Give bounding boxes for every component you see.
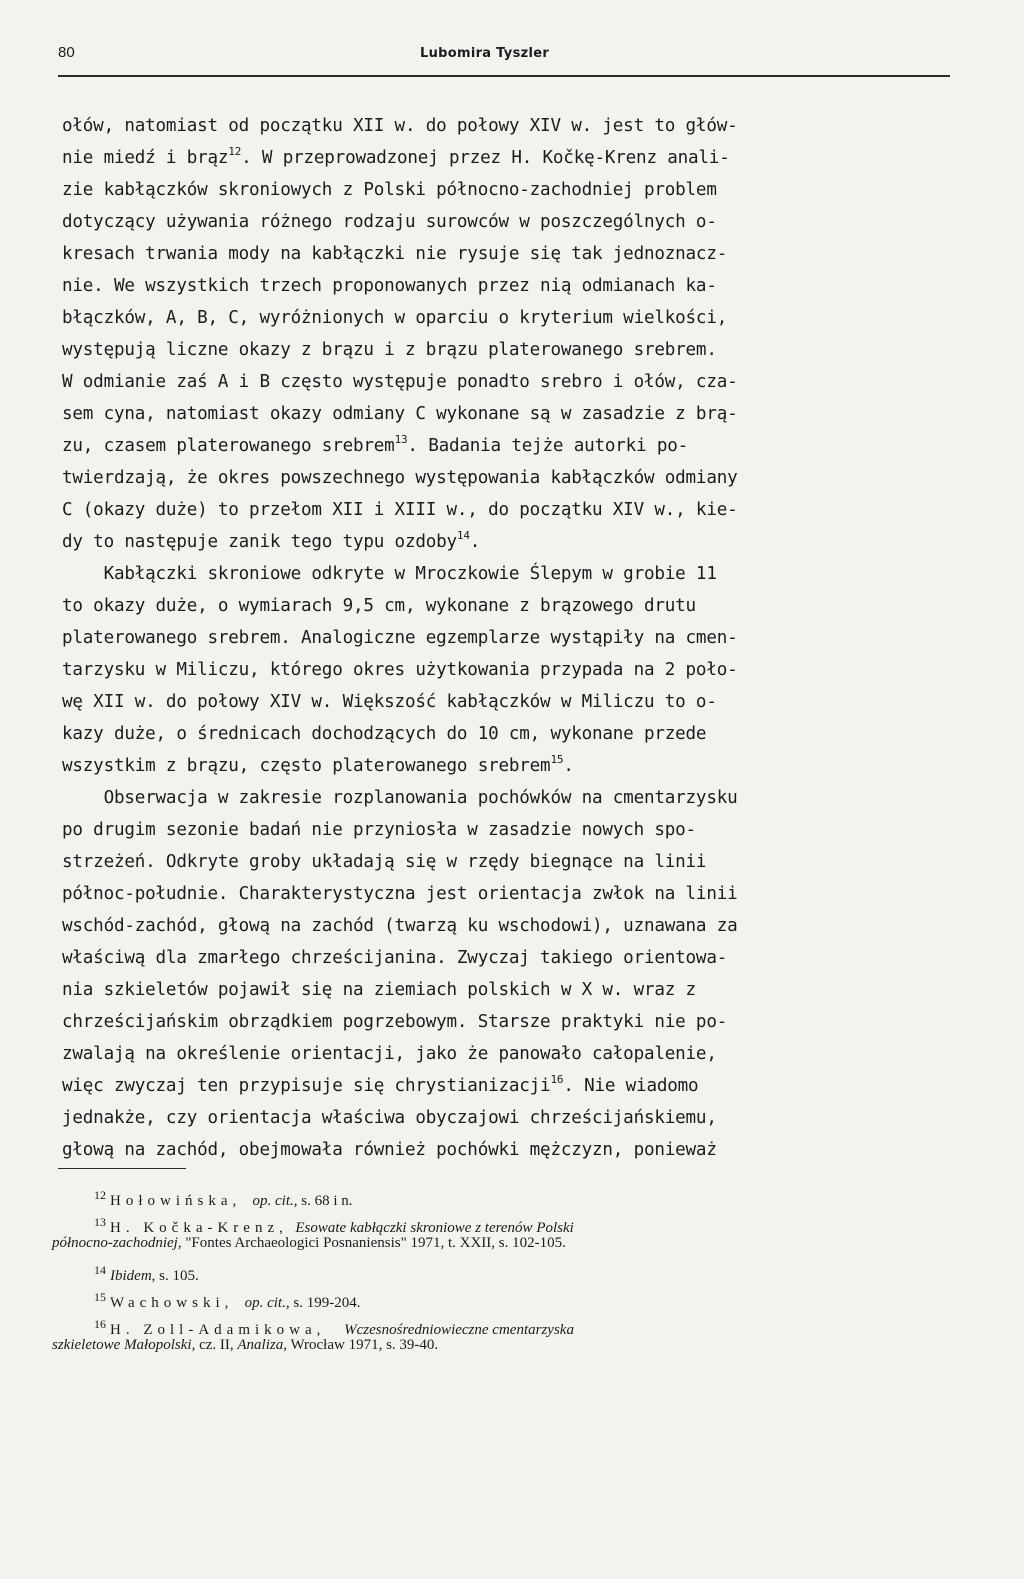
text-line — [62, 1070, 946, 1102]
header-rule — [58, 75, 950, 77]
footnote-title: Analiza — [237, 1337, 284, 1353]
text-line: występują liczne okazy z brązu i z brązu platerowanego srebrem. — [62, 340, 717, 360]
footnote-number: 15 — [94, 1290, 106, 1304]
footnote-title: Esowate kabłączki skroniowe z terenów Polski — [295, 1220, 574, 1236]
text-fragment: . — [469, 532, 481, 552]
text-line: to okazy duże, o wymiarach 9,5 cm, wykonane z brązowego drutu — [62, 596, 696, 616]
text-line: C (okazy duże) to przełom XII i XIII w., do początku XIV w., kie- — [62, 500, 738, 520]
text-line: po drugim sezonie badań nie przyniosła w zasadzie nowych spo- — [62, 820, 696, 840]
footnote-12 — [52, 1182, 942, 1209]
text-line: ołów, natomiast od początku XII w. do połowy XIV w. jest to głów- — [62, 116, 738, 136]
text-line: dotyczący używania różnego rodzaju surowców w poszczególnych o- — [62, 212, 717, 232]
footnote-number: 12 — [94, 1188, 106, 1202]
text-line: wschód-zachód, głową na zachód (twarzą ku wschodowi), uznawana za — [62, 916, 738, 936]
text-line: W odmianie zaś A i B często występuje ponadto srebro i ołów, cza- — [62, 372, 738, 392]
page-number: 80 — [58, 44, 75, 61]
text-fragment: nie miedź i brąz — [62, 148, 229, 168]
footnote-ibidem: Ibidem — [110, 1268, 152, 1284]
text-fragment: dy to następuje zanik tego typu ozdoby — [62, 532, 457, 552]
text-fragment: . — [563, 756, 574, 776]
text-line: głową na zachód, obejmowała również pochówki mężczyzn, ponieważ — [62, 1140, 717, 1160]
text-line: twierdzają, że okres powszechnego występowania kabłączków odmiany — [62, 468, 738, 488]
footnote-title: północno-zachodniej — [52, 1235, 178, 1251]
text-line — [62, 142, 946, 174]
footnote-number: 16 — [94, 1317, 106, 1331]
footnote-ref-13: 13 — [394, 433, 408, 446]
text-line — [62, 430, 946, 462]
footnotes — [52, 1182, 942, 1359]
footnote-author: H. Zoll-Adamikowa, — [110, 1322, 326, 1338]
text-fragment: zu, czasem platerowanego srebrem — [62, 436, 395, 456]
footnote-number: 14 — [94, 1263, 106, 1277]
footnote-text: , "Fontes Archaeologici Posnaniensis" 1971, t. XXII, s. 102-105. — [177, 1235, 566, 1251]
text-line: Obserwacja w zakresie rozplanowania pochówków na cmentarzysku — [62, 788, 738, 808]
footnote-cit: op. cit. — [244, 1295, 286, 1311]
text-line: zie kabłączków skroniowych z Polski północno-zachodniej problem — [62, 180, 717, 200]
footnote-ref-12: 12 — [228, 145, 242, 158]
text-line: sem cyna, natomiast okazy odmiany C wykonane są w zasadzie z brą- — [62, 404, 738, 424]
text-line: północ-południe. Charakterystyczna jest orientacja zwłok na linii — [62, 884, 738, 904]
footnote-author: Wachowski, — [110, 1295, 234, 1311]
footnote-number: 13 — [94, 1215, 106, 1229]
text-line: jednakże, czy orientacja właściwa obyczajowi chrześcijańskiemu, — [62, 1108, 717, 1128]
footnote-ref-15: 15 — [550, 753, 564, 766]
footnote-title: szkieletowe Małopolski — [52, 1337, 192, 1353]
footnote-text: , cz. II, — [191, 1337, 238, 1353]
text-line: Kabłączki skroniowe odkryte w Mroczkowie Ślepym w grobie 11 — [62, 564, 717, 584]
footnote-ref-14: 14 — [456, 529, 470, 542]
text-line — [62, 526, 946, 558]
text-fragment: . W przeprowadzonej przez H. Kočkę-Krenz anali- — [241, 148, 730, 168]
text-line: chrześcijańskim obrządkiem pogrzebowym. Starsze praktyki nie po- — [62, 1012, 728, 1032]
running-head-author: Lubomira Tyszler — [420, 46, 550, 61]
text-line: zwalają na określenie orientacji, jako że panowało całopalenie, — [62, 1044, 717, 1064]
footnote-title: Wczesnośredniowieczne cmentarzyska — [344, 1322, 574, 1338]
footnote-14 — [52, 1257, 942, 1284]
text-line: nia szkieletów pojawił się na ziemiach polskich w X w. wraz z — [62, 980, 696, 1000]
text-fragment: . Nie wiadomo — [563, 1076, 699, 1096]
footnote-text: , Wrocław 1971, s. 39-40. — [283, 1337, 439, 1353]
text-line: tarzysku w Miliczu, którego okres użytkowania przypada na 2 poło- — [62, 660, 738, 680]
text-line — [62, 750, 946, 782]
footnote-author: Hołowińska, — [110, 1193, 242, 1209]
text-line: właściwą dla zmarłego chrześcijanina. Zwyczaj takiego orientowa- — [62, 948, 728, 968]
footnote-text: , s. 68 i n. — [293, 1193, 353, 1209]
footnote-ref-16: 16 — [550, 1073, 564, 1086]
footnote-rule — [58, 1168, 186, 1169]
text-fragment: wszystkim z brązu, często platerowanego srebrem — [62, 756, 551, 776]
text-line: platerowanego srebrem. Analogiczne egzemplarze wystąpiły na cmen- — [62, 628, 738, 648]
main-text — [62, 110, 946, 1166]
footnote-text: , s. 199-204. — [285, 1295, 361, 1311]
text-fragment: więc zwyczaj ten przypisuje się chrystianizacji — [62, 1076, 551, 1096]
footnote-text: , s. 105. — [151, 1268, 199, 1284]
page-header — [58, 40, 950, 80]
text-line: błączków, A, B, C, wyróżnionych w oparciu o kryterium wielkości, — [62, 308, 728, 328]
footnote-cit: op. cit. — [252, 1193, 294, 1209]
text-line: kresach trwania mody na kabłączki nie rysuje się tak jednoznacz- — [62, 244, 728, 264]
text-line: strzeżeń. Odkryte groby układają się w rzędy biegnące na linii — [62, 852, 707, 872]
footnote-author: H. Kočka-Krenz, — [110, 1220, 288, 1236]
footnote-13-continued — [52, 1230, 942, 1257]
text-line: wę XII w. do połowy XIV w. Większość kabłączków w Miliczu to o- — [62, 692, 717, 712]
text-line: nie. We wszystkich trzech proponowanych przez nią odmianach ka- — [62, 276, 717, 296]
text-line: kazy duże, o średnicach dochodzących do 10 cm, wykonane przede — [62, 724, 707, 744]
footnote-15 — [52, 1284, 942, 1311]
text-fragment: . Badania tejże autorki po- — [407, 436, 689, 456]
